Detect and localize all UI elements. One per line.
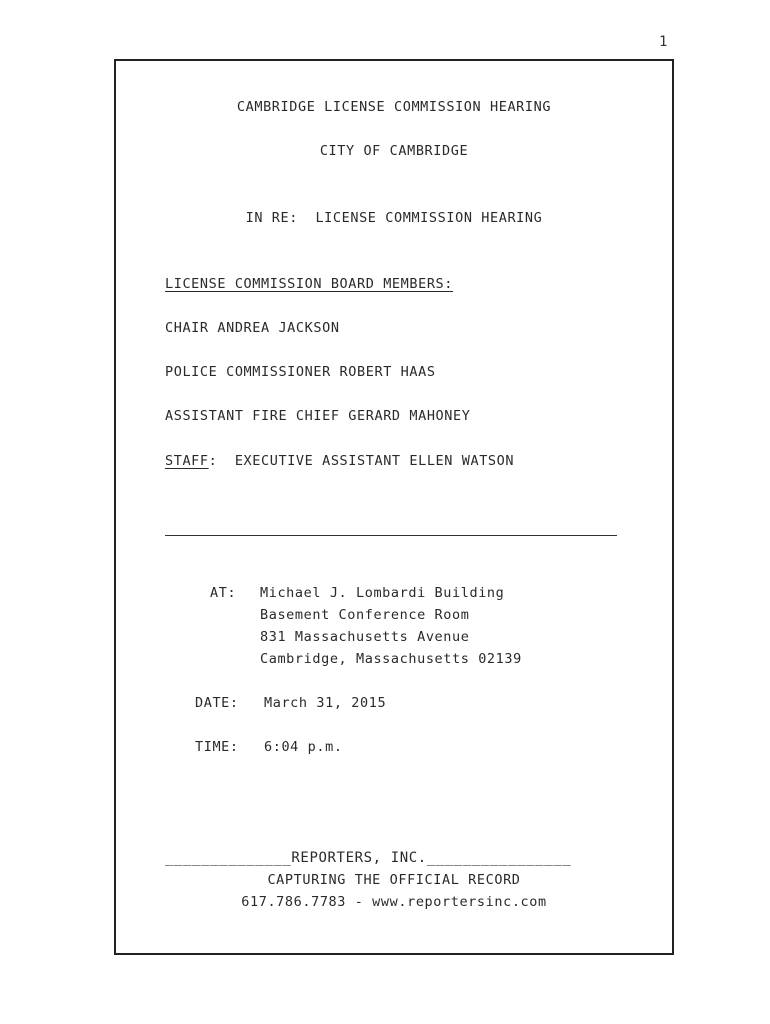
staff-text: : EXECUTIVE ASSISTANT ELLEN WATSON	[208, 453, 515, 469]
board-member-chair: CHAIR ANDREA JACKSON	[165, 320, 340, 336]
address-line-street: 831 Massachusetts Avenue	[260, 629, 470, 645]
at-label: AT:	[210, 585, 237, 601]
reporter-contact: 617.786.7783 - www.reportersinc.com	[241, 894, 547, 910]
board-member-fire-chief: ASSISTANT FIRE CHIEF GERARD MAHONEY	[165, 408, 471, 424]
staff-label: STAFF	[165, 453, 209, 469]
hearing-title: CAMBRIDGE LICENSE COMMISSION HEARING	[236, 99, 552, 115]
address-line-building: Michael J. Lombardi Building	[260, 585, 505, 601]
in-re-line: IN RE: LICENSE COMMISSION HEARING	[245, 210, 543, 226]
page-number: 1	[659, 34, 669, 50]
city-name: CITY OF CAMBRIDGE	[319, 143, 469, 159]
reporter-tagline: CAPTURING THE OFFICIAL RECORD	[267, 872, 521, 888]
board-members-heading: LICENSE COMMISSION BOARD MEMBERS:	[165, 276, 454, 292]
staff-line	[165, 452, 514, 470]
transcript-title-page	[114, 59, 674, 955]
time-label: TIME:	[195, 739, 239, 755]
section-divider	[165, 535, 617, 536]
time-value: 6:04 p.m.	[264, 739, 343, 755]
board-member-police-commissioner: POLICE COMMISSIONER ROBERT HAAS	[165, 364, 436, 380]
address-line-room: Basement Conference Room	[260, 607, 470, 623]
date-value: March 31, 2015	[264, 695, 387, 711]
reporter-company: ______________REPORTERS, INC.________________	[165, 850, 572, 866]
date-label: DATE:	[195, 695, 239, 711]
address-line-city: Cambridge, Massachusetts 02139	[260, 651, 522, 667]
